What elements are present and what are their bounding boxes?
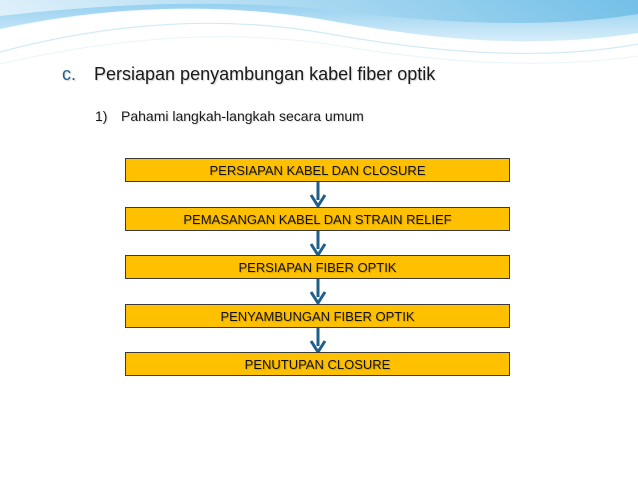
heading-text: Persiapan penyambungan kabel fiber optik: [94, 64, 436, 84]
flow-step-3: PERSIAPAN FIBER OPTIK: [125, 255, 510, 279]
heading-marker: c.: [62, 64, 77, 84]
down-arrow-icon: [309, 279, 327, 305]
down-arrow-icon: [309, 182, 327, 208]
flow-step-2: PEMASANGAN KABEL DAN STRAIN RELIEF: [125, 207, 510, 231]
flow-step-1: PERSIAPAN KABEL DAN CLOSURE: [125, 158, 510, 182]
flow-step-4: PENYAMBUNGAN FIBER OPTIK: [125, 304, 510, 328]
subheading-text: Pahami langkah-langkah secara umum: [121, 108, 364, 124]
sub-heading: [95, 108, 364, 124]
down-arrow-icon: [309, 231, 327, 257]
flow-step-5: PENUTUPAN CLOSURE: [125, 352, 510, 376]
subheading-marker: 1): [95, 108, 108, 124]
slide-heading: [62, 64, 435, 85]
down-arrow-icon: [309, 328, 327, 354]
